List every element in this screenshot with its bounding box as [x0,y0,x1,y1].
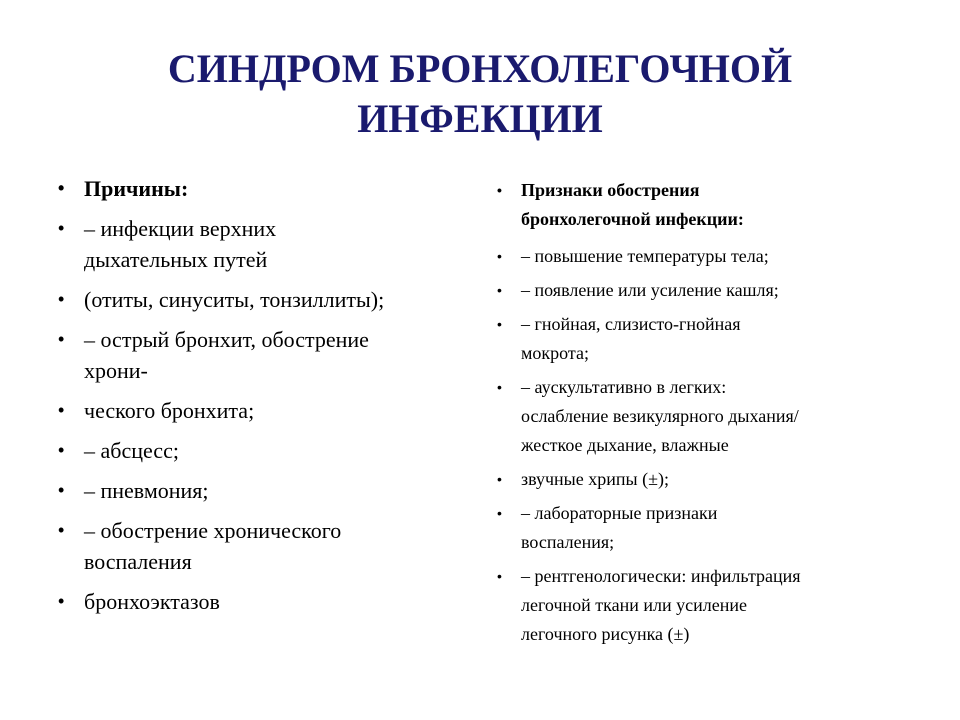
list-item [58,284,468,315]
slide-title [40,44,920,144]
list-item-text: дыхательных путей [84,247,268,272]
list-item [497,465,917,494]
list-item [497,276,917,305]
list-item [58,435,468,466]
list-item [497,373,917,460]
list-item-text: (отиты, синуситы, тонзиллиты); [84,287,385,312]
bullet-icon: • [58,218,65,238]
bullet-icon: • [58,440,65,460]
list-item [58,395,468,426]
list-item-text: ослабление везикулярного дыхания/ [521,406,799,426]
list-item [58,475,468,506]
list-item [497,310,917,368]
list-item-text: жесткое дыхание, влажные [521,435,729,455]
list-item-text: – обострение хронического [84,518,342,543]
list-item [497,242,917,271]
list-item-text: бронхоэктазов [84,589,220,614]
bullet-icon: • [497,568,502,584]
list-item-text: – лабораторные признаки [521,503,718,523]
title-line-2: ИНФЕКЦИИ [357,96,603,141]
list-item-text: звучные хрипы (±); [521,469,669,489]
bullet-icon: • [58,289,65,309]
list-item [58,586,468,617]
list-item-text: хрони- [84,358,148,383]
causes-heading-text: Причины: [84,176,189,201]
signs-list [497,176,917,654]
list-item-text: воспаления; [521,532,615,552]
bullet-icon: • [58,329,65,349]
causes-list [58,173,468,626]
bullet-icon: • [58,400,65,420]
bullet-icon: • [497,316,502,332]
bullet-icon: • [497,182,502,198]
list-item [58,213,468,275]
bullet-icon: • [497,471,502,487]
signs-heading [497,176,917,234]
list-item [497,562,917,649]
list-item-text: – инфекции верхних [84,216,277,241]
bullet-icon: • [58,480,65,500]
list-item-text: легочной ткани или усиление [521,595,747,615]
bullet-icon: • [497,248,502,264]
list-item-text: ческого бронхита; [84,398,255,423]
list-item-text: мокрота; [521,343,589,363]
signs-heading-text: Признаки обострения [521,180,700,200]
list-item-text: легочного рисунка (±) [521,624,690,644]
causes-heading [58,173,468,204]
list-item-text: – пневмония; [84,478,209,503]
list-item [58,324,468,386]
bullet-icon: • [497,505,502,521]
bullet-icon: • [58,591,65,611]
bullet-icon: • [497,282,502,298]
list-item-text: – повышение температуры тела; [521,246,769,266]
list-item-text: – гнойная, слизисто-гнойная [521,314,741,334]
list-item-text: – острый бронхит, обострение [84,327,369,352]
list-item-text: – рентгенологически: инфильтрация [521,566,801,586]
list-item [58,515,468,577]
bullet-icon: • [58,178,65,198]
title-line-1: СИНДРОМ БРОНХОЛЕГОЧНОЙ [167,46,793,91]
signs-heading-text: бронхолегочной инфекции: [521,209,744,229]
list-item-text: – появление или усиление кашля; [521,280,779,300]
list-item [497,499,917,557]
bullet-icon: • [497,379,502,395]
list-item-text: – абсцесс; [84,438,179,463]
list-item-text: – аускультативно в легких: [521,377,727,397]
list-item-text: воспаления [84,549,192,574]
bullet-icon: • [58,520,65,540]
